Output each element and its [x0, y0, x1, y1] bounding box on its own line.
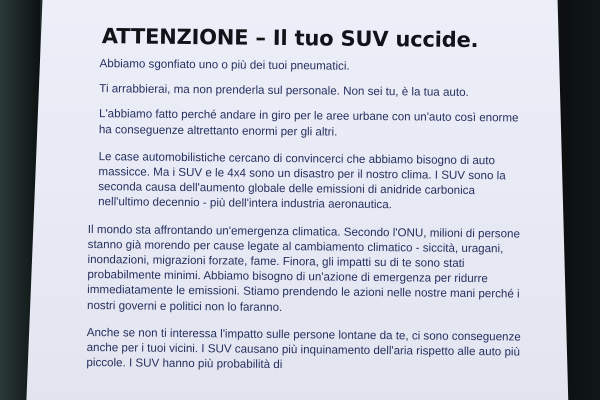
flyer-content — [86, 24, 530, 387]
paragraph-car-makers: Le case automobilistiche cercano di convincerci che abbiamo bisogno di auto massicce. Ma i SUV e le 4x4 sono un disastro per il nostro clima. I SUV sono la seconda causa dell'aumento globale delle emissioni di anidride carbonica nell'ultimo decennio - più dell'intera industria aeronautica. — [98, 149, 506, 212]
paragraph-tyres: Abbiamo sgonfiato uno o più dei tuoi pneumatici. — [99, 57, 350, 73]
paragraph-neighbours: Anche se non ti interessa l'impatto sulle persone lontane da te, ci sono conseguenze anche per i tuoi vicini. I SUV causano più inquinamento dell'aria rispetto alle auto più piccole. I SUV hanno più probabilità di — [86, 325, 521, 372]
paragraph-reason: L'abbiamo fatto perché andare in giro per le aree urbane con un'auto così enorme ha conseguenze altrettanto enormi per gli altri. — [98, 107, 519, 139]
paragraph-climate-emergency: Il mondo sta affrontando un'emergenza climatica. Secondo l'ONU, milioni di persone stanno già morendo per cause legate al cambiamento climatico - siccità, uragani, inondazioni, migrazioni forzate, fame. Finora, gli impatti su di te sono stati probabilmente minimi. Abbiamo bisogno di un'azione di emergenza per ridurre immediatamente le emissioni. Stiamo prendendo le azioni nelle nostre mani perché i nostri governi e politici non lo faranno. — [86, 222, 521, 314]
flyer-title: ATTENZIONE – Il tuo SUV uccide. — [101, 24, 479, 53]
paragraph-not-personal: Ti arrabbierai, ma non prenderla sul personale. Non sei tu, è la tua auto. — [99, 82, 469, 100]
